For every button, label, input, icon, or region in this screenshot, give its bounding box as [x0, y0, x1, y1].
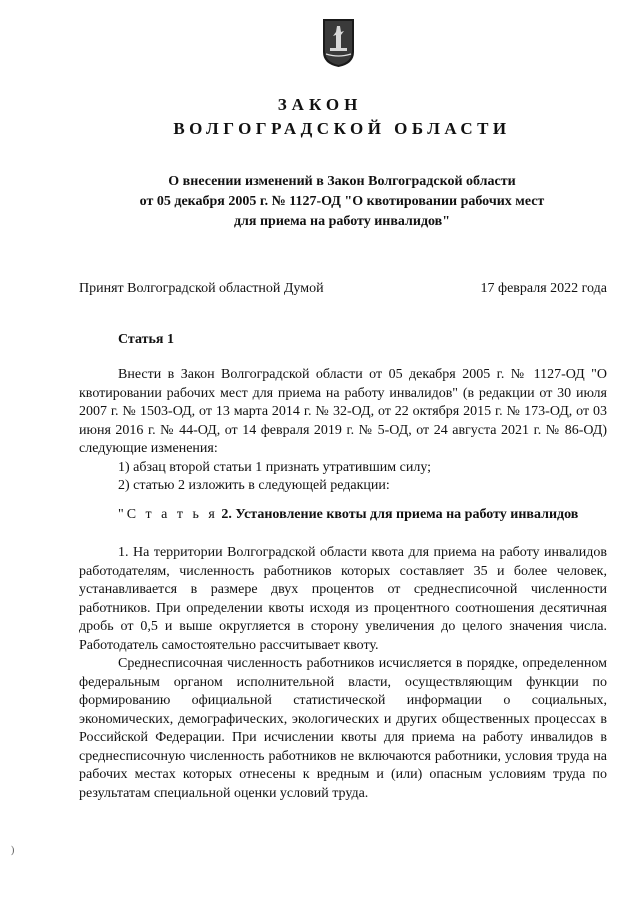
subtitle-line: О внесении изменений в Закон Волгоградской области: [168, 174, 516, 189]
coat-of-arms-icon: [322, 18, 355, 68]
article-2-paragraph: 1. На территории Волгоградской области квота для приема на работу инвалидов работодателям, численность работников которых составляет 35 и более человек, устанавливается в размере двух процентов от среднесписочной численности работников. При определении квоты исходя из процентного соотношения десятичная дробь от 0,5 и выше округляется в сторону увеличения до целого значения числа. Работодатель самостоятельно рассчитывает квоту.: [79, 545, 607, 653]
article-2-paragraph: Среднесписочная численность работников исчисляется в порядке, определенном федеральным органом исполнительной власти, осуществляющим функции по формированию официальной статистической информации о социальных, экономических, демографических, экологических и других общественных процессах в Российской Федерации. При исчислении квоты для приема на работу инвалидов в среднесписочную численность работников не включаются работники, условия труда на рабочих местах которых отнесены к вредным и (или) опасным условиям труда по результатам специальной оценки условий труда.: [79, 656, 607, 801]
article-2-number: 2.: [221, 507, 232, 522]
subtitle-line: от 05 декабря 2005 г. № 1127-ОД "О квотировании рабочих мест: [139, 194, 545, 209]
subtitle-line: для приема на работу инвалидов": [233, 214, 451, 229]
document-type-title: ЗАКОН: [277, 95, 363, 114]
law-subtitle: [0, 172, 640, 232]
article-2-body: [79, 544, 607, 803]
coat-of-arms-emblem: [322, 18, 355, 68]
article-2-heading: [118, 507, 578, 523]
amendment-item: 1) абзац второй статьи 1 признать утратившим силу;: [118, 459, 432, 475]
region-title: ВОЛГОГРАДСКОЙ ОБЛАСТИ: [173, 119, 511, 138]
article-1-intro: Внести в Закон Волгоградской области от 05 декабря 2005 г. № 1127-ОД "О квотировании рабочих мест для приема на работу инвалидов" (в редакции от 30 июля 2007 г. № 1503-ОД, от 13 марта 2014 г. № 32-ОД, от 22 октября 2015 г. № 173-ОД, от 03 июня 2016 г. № 44-ОД, от 14 февраля 2019 г. № 5-ОД, от 24 августа 2021 г. № 86-ОД) следующие изменения:: [79, 367, 607, 456]
article-2-label: "С т а т ь я: [118, 507, 218, 522]
article-1-body: [79, 366, 607, 496]
amendment-item: 2) статью 2 изложить в следующей редакции:: [118, 478, 390, 493]
margin-mark: ): [11, 845, 15, 856]
article-1-heading: Статья 1: [118, 332, 174, 347]
adopted-by: Принят Волгоградской областной Думой: [79, 281, 324, 296]
article-2-title: Установление квоты для приема на работу инвалидов: [235, 507, 579, 522]
adopted-date: 17 февраля 2022 года: [480, 281, 607, 296]
